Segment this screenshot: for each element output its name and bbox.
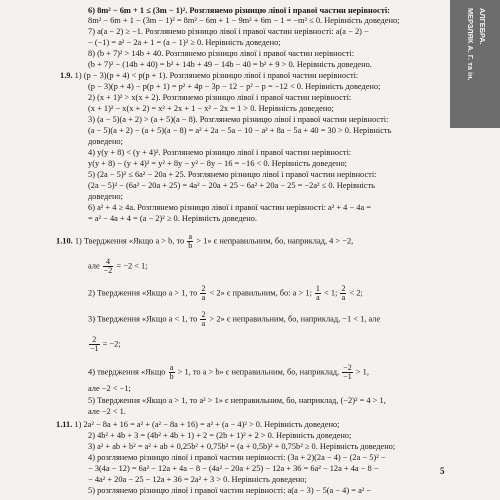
text-line: 1.10. 1) Твердження «Якщо a > b, то $\frac{a}{b}$ > 1» є неправильним, бо, наприклад, 4 > −2, bbox=[56, 232, 354, 250]
text-line: 1.11. 1) 2a² − 8a + 16 = a² + (a² − 8a + 16) = a² + (a − 4)² > 0. Нерівність доведено; bbox=[56, 420, 340, 429]
side-tab-line2: МЕРЗЛЯК А. Г. та ін. bbox=[466, 8, 475, 81]
text-line: 3) Твердження «Якщо a < 1, то $\frac{2}{a}$ > 2» є неправильним, бо, наприклад, −1 < 1, але bbox=[88, 310, 381, 328]
text-line: (2a − 5)² − (6a² − 20a + 25) = 4a² − 20a + 25 − 6a² + 20a − 25 = −2a² ≤ 0. Нерівність bbox=[88, 181, 375, 190]
exercise-number: 1.10. bbox=[56, 236, 73, 246]
text-line: доведено; bbox=[88, 137, 123, 146]
text-line: доведено; bbox=[88, 192, 123, 201]
text-line: 4) твердження «Якщо $\frac{a}{b}$ > 1, то a > b» є неправильним, бо, наприклад, $\frac{-2}{-1}$ > 1, bbox=[88, 363, 369, 381]
text-line: 1.9. 1) (p − 3)(p + 4) < p(p + 1). Розглянемо різницю лівої і правої частин нерівності: bbox=[60, 71, 359, 80]
text-line: 8) (b + 7)² > 14b + 40. Розглянемо різницю лівої і правої частин нерівності: bbox=[88, 49, 355, 58]
text-line: − (−1) = a² − 2a + 1 = (a − 1)² ≥ 0. Нерівність доведено; bbox=[88, 38, 281, 47]
text-line: 4) y(y + 8) < (y + 4)². Розглянемо різницю лівої і правої частин нерівності: bbox=[88, 148, 352, 157]
text-line: − 3(4a − 12) = 6a² − 12a + 4a − 8 − (4a² − 20a + 25) − 12a + 36 = 6a² − 12a + 4a − 8 − bbox=[88, 464, 379, 473]
text-line: 3) (a − 5)(a + 2) > (a + 5)(a − 8). Розглянемо різницю лівої і правої частин нерівності: bbox=[88, 115, 389, 124]
fraction: $\frac{2}{a}$ bbox=[201, 284, 206, 302]
exercise-number: 1.9. bbox=[60, 71, 73, 80]
text-line: 5) Твердження «Якщо a > 1, то a² > 1» є неправильним, бо, наприклад, (−2)² = 4 > 1, bbox=[88, 396, 386, 405]
text-line: 8m² − 6m + 1 − (3m − 1)² = 8m² − 6m + 1 − 9m² + 6m − 1 = −m² ≤ 0. Нерівність доведено; bbox=[88, 16, 400, 25]
text-line: 4) розглянемо різницю лівої і правої частин нерівності: (3a + 2)(2a − 4) − (2a − 5)² − bbox=[88, 453, 386, 462]
text-line: (b + 7)² − (14b + 40) = b² + 14b + 49 − 14b − 40 = b² + 9 > 0. Нерівність доведено. bbox=[88, 60, 372, 69]
text-line: y(y + 8) − (y + 4)² = y² + 8y − y² − 8y − 16 = −16 < 0. Нерівність доведено; bbox=[88, 159, 347, 168]
text-line: 2) (x + 1)² > x(x + 2). Розглянемо різницю лівої і правої частин нерівності: bbox=[88, 93, 352, 102]
text-line: 5) (2a − 5)² ≤ 6a² − 20a + 25. Розглянемо різницю лівої і правої частин нерівності: bbox=[88, 170, 377, 179]
text-line: 2) 4b² + 4b + 3 = (4b² + 4b + 1) + 2 = (2b + 1)² + 2 > 0. Нерівність доведено; bbox=[88, 431, 352, 440]
fraction: $\frac{-2}{-1}$ bbox=[343, 363, 352, 381]
page-number: 5 bbox=[440, 466, 445, 476]
text-line: але −2 < −1; bbox=[88, 384, 131, 393]
text-line: = a² − 4a + 4 = (a − 2)² ≥ 0. Нерівність доведено. bbox=[88, 214, 257, 223]
fraction: $\frac{a}{b}$ bbox=[188, 232, 193, 250]
side-tab bbox=[450, 0, 500, 128]
text-line: $\frac{2}{-1}$ = −2; bbox=[90, 335, 121, 353]
fraction: $\frac{a}{b}$ bbox=[169, 363, 174, 381]
text-line: 2) Твердження «Якщо a > 1, то $\frac{2}{a}$ < 2» є правильним, бо: a > 1; $\frac{1}{a}$ < 1; $\frac{2}{a}$ < 2; bbox=[88, 284, 363, 302]
exercise-number: 1.11. bbox=[56, 420, 73, 429]
text-line: 6) a² + 4 ≥ 4a. Розглянемо різницю лівої і правої частин нерівності: a² + 4 − 4a = bbox=[88, 203, 371, 212]
text-line: 7) a(a − 2) ≥ −1. Розглянемо різницю лівої і правої частин нерівності: a(a − 2) − bbox=[88, 27, 369, 36]
side-tab-text bbox=[464, 8, 488, 81]
fraction: $\frac{2}{a}$ bbox=[341, 284, 346, 302]
text-line: (a − 5)(a + 2) − (a + 5)(a − 8) = a² + 2a − 5a − 10 − a² + 8a − 5a + 40 = 30 > 0. Нерівність bbox=[88, 126, 392, 135]
text-line: 5) розглянемо різницю лівої і правої частин нерівності: a(a − 3) − 5(a − 4) = a² − bbox=[88, 486, 372, 495]
text-line: 6) 8m² − 6m + 1 ≤ (3m − 1)². Розглянемо різницю лівої і правої частин нерівності: bbox=[88, 6, 390, 15]
fraction: $\frac{2}{a}$ bbox=[201, 310, 206, 328]
fraction: $\frac{1}{a}$ bbox=[315, 284, 320, 302]
side-tab-line1: АЛГЕБРА. bbox=[478, 8, 487, 45]
fraction: $\frac{2}{-1}$ bbox=[90, 335, 99, 353]
fraction: $\frac{4}{-2}$ bbox=[103, 257, 113, 275]
text-line: але $\frac{4}{-2}$ = −2 < 1; bbox=[88, 257, 148, 275]
text-line: (p − 3)(p + 4) − p(p + 1) = p² + 4p − 3p − 12 − p² − p = −12 < 0. Нерівність доведено; bbox=[88, 82, 381, 91]
text-line: − 4a² + 20a − 25 − 12a + 36 = 2a² + 3 > 0. Нерівність доведено; bbox=[88, 475, 307, 484]
text-line: (x + 1)² − x(x + 2) = x² + 2x + 1 − x² − 2x = 1 > 0. Нерівність доведено; bbox=[88, 104, 334, 113]
text-line: але −2 < 1. bbox=[88, 407, 126, 416]
text-line: 3) a² + ab + b² = a² + ab + 0,25b² + 0,75b² = (a + 0,5b)² + 0,75b² ≥ 0. Нерівність доведено; bbox=[88, 442, 396, 451]
